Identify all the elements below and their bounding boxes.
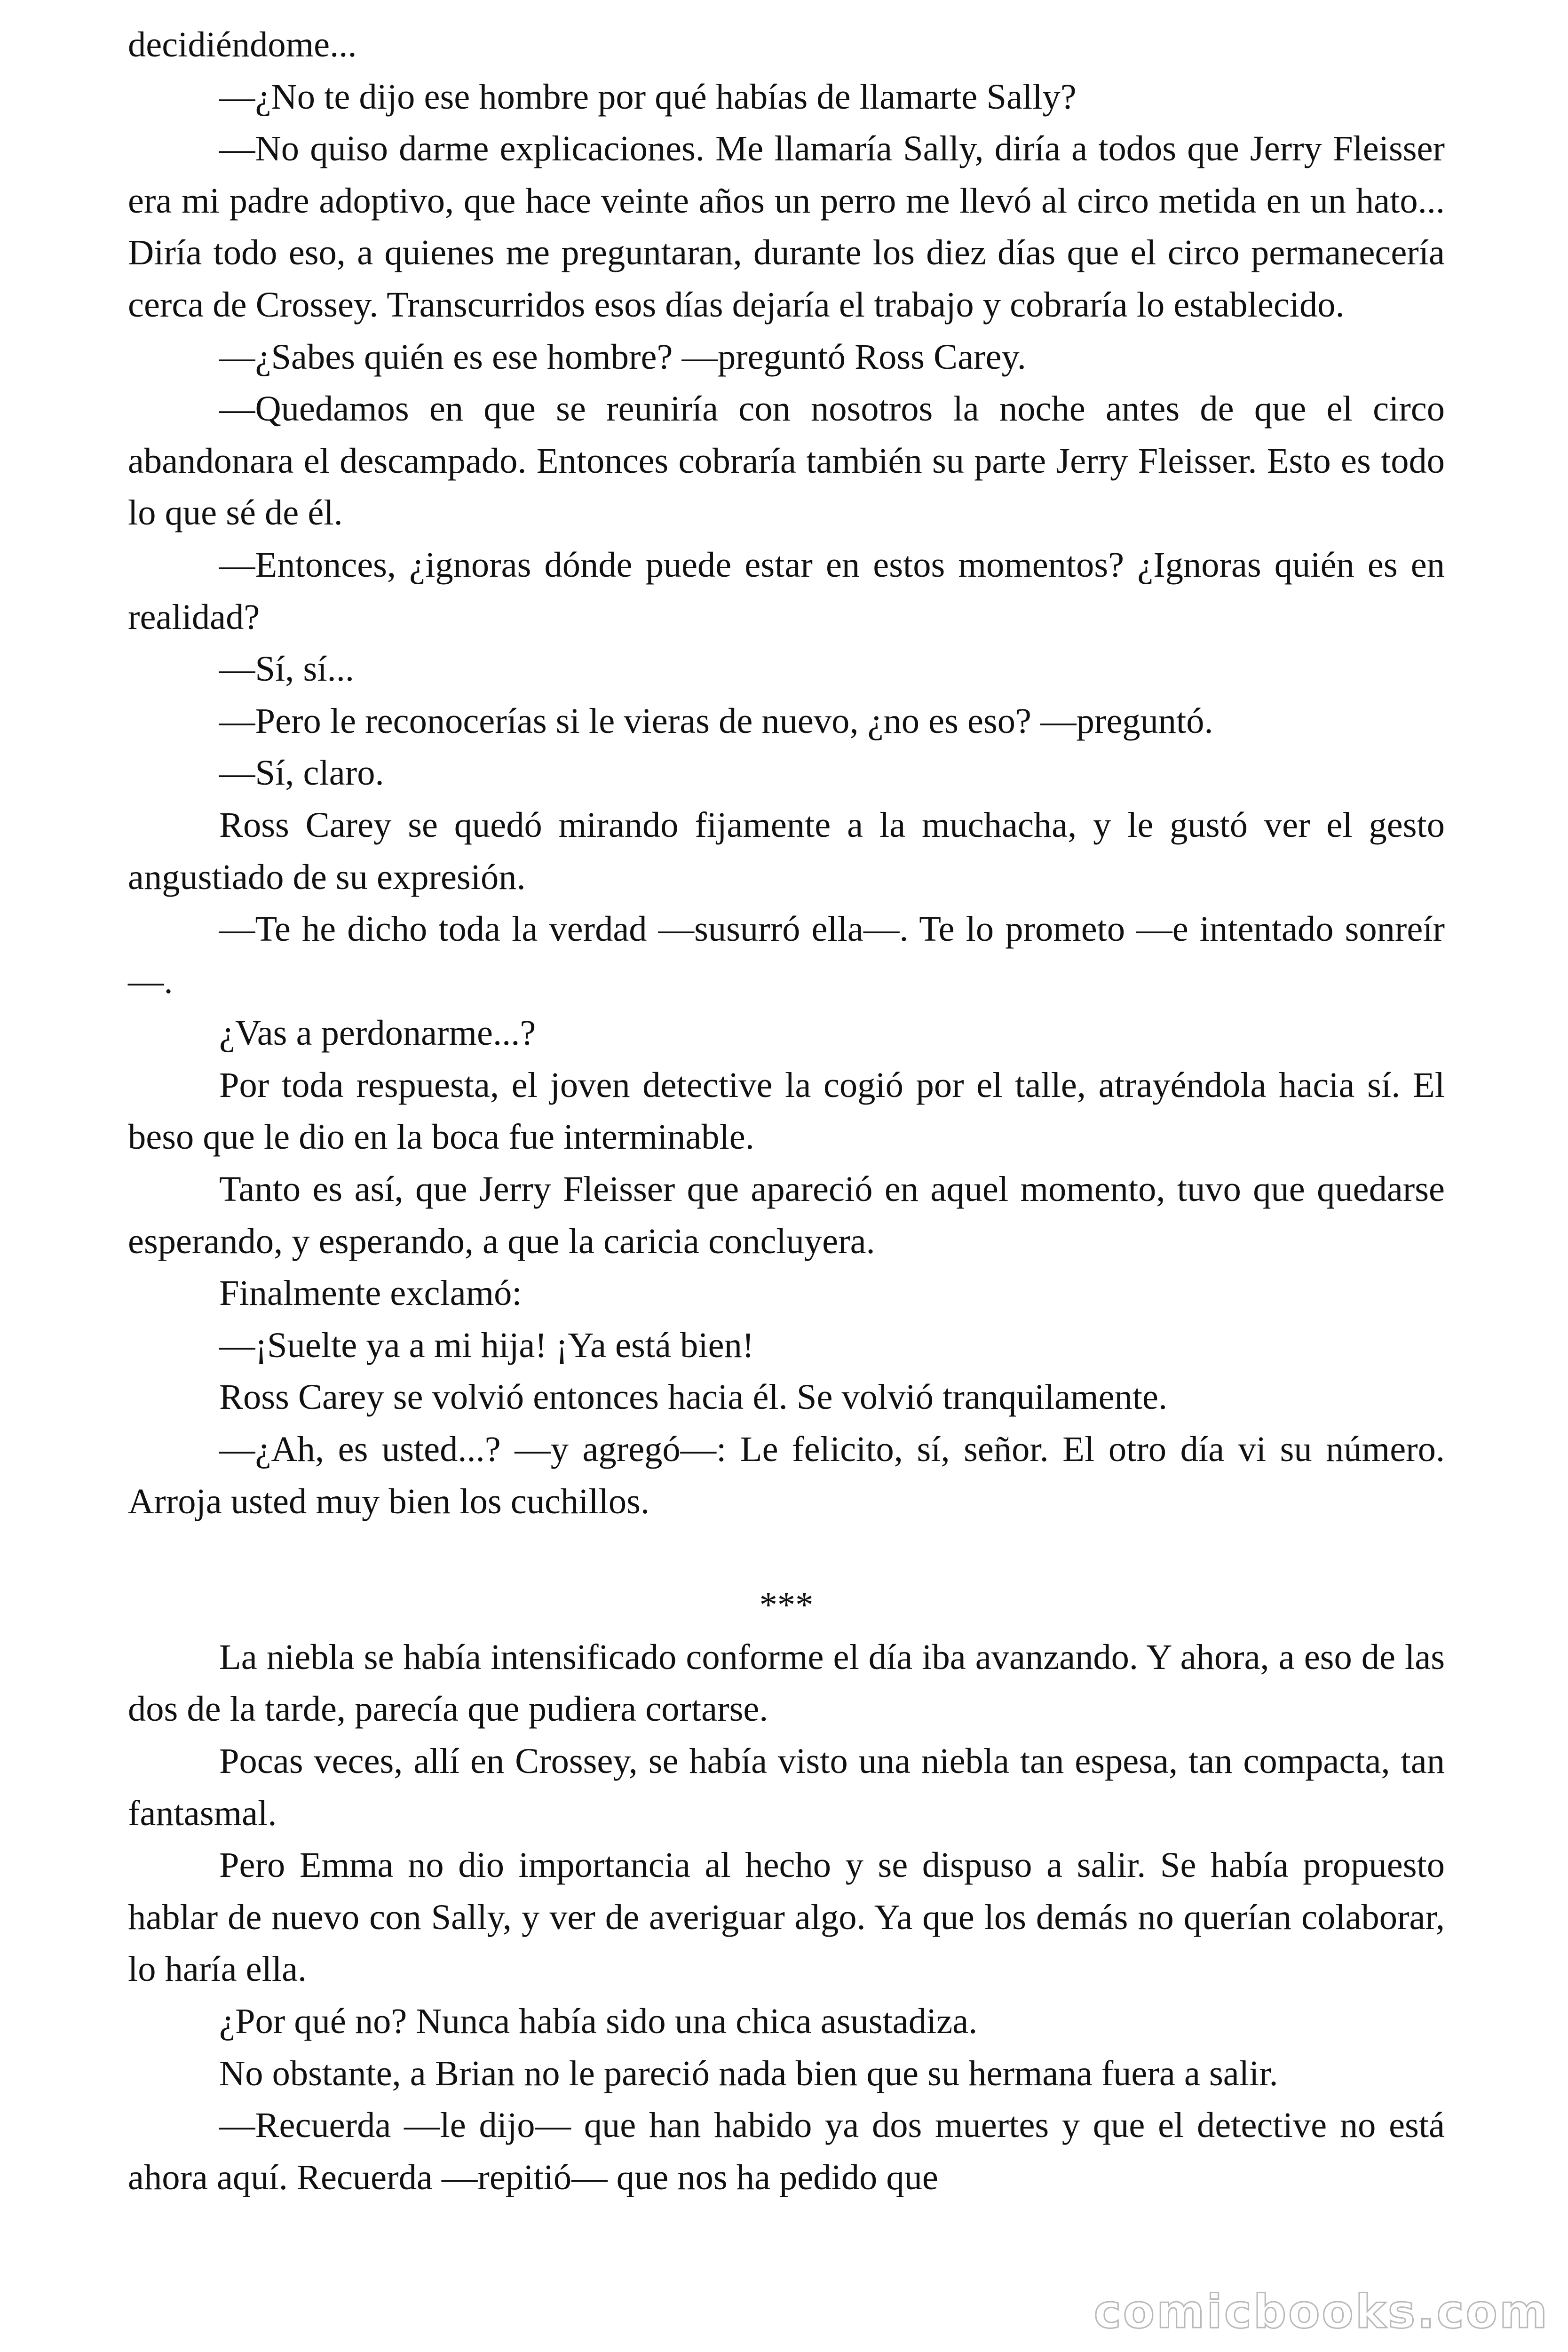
text-block-before-break	[128, 19, 1445, 1527]
paragraph: Pero Emma no dio importancia al hecho y se dispuso a salir. Se había propuesto hablar de nuevo con Sally, y ver de averiguar algo. Ya que los demás no querían colaborar, lo haría ella.	[128, 1845, 1445, 1989]
paragraph: —Sí, claro.	[219, 753, 384, 793]
paragraph: ¿Vas a perdonarme...?	[219, 1013, 536, 1053]
paragraph: Pocas veces, allí en Crossey, se había visto una niebla tan espesa, tan compacta, tan fantasmal.	[128, 1741, 1445, 1833]
paragraph: —Te he dicho toda la verdad —susurró ella—. Te lo prometo —e intentado sonreír—.	[128, 909, 1445, 1001]
paragraph: Por toda respuesta, el joven detective la cogió por el talle, atrayéndola hacia sí. El beso que le dio en la boca fue interminable.	[128, 1065, 1445, 1157]
paragraph: —Sí, sí...	[219, 649, 354, 689]
paragraph: —Recuerda —le dijo— que han habido ya dos muertes y que el detective no está ahora aquí. Recuerda —repitió— que nos ha pedido que	[128, 2105, 1445, 2197]
section-break: ***	[759, 1585, 814, 1625]
paragraph: No obstante, a Brian no le pareció nada bien que su hermana fuera a salir.	[219, 2053, 1278, 2093]
paragraph: —¡Suelte ya a mi hija! ¡Ya está bien!	[219, 1325, 754, 1365]
paragraph: Tanto es así, que Jerry Fleisser que apareció en aquel momento, tuvo que quedarse esperando, y esperando, a que la caricia concluyera.	[128, 1169, 1445, 1261]
paragraph: Ross Carey se quedó mirando fijamente a la muchacha, y le gustó ver el gesto angustiado de su expresión.	[128, 804, 1445, 897]
paragraph: —No quiso darme explicaciones. Me llamaría Sally, diría a todos que Jerry Fleisser era mi padre adoptivo, que hace veinte años un perro me llevó al circo metida en un hato... Diría todo eso, a quienes me preguntaran, durante los diez días que el circo permanecería cerca de Crossey. Transcurridos esos días dejaría el trabajo y cobraría lo establecido.	[128, 128, 1445, 325]
text-block-after-break	[128, 1631, 1445, 2204]
watermark: comicbooks.com	[1093, 2285, 1549, 2339]
paragraph: decidiéndome...	[128, 24, 357, 64]
paragraph: —Entonces, ¿ignoras dónde puede estar en estos momentos? ¿Ignoras quién es en realidad?	[128, 544, 1445, 637]
paragraph: Finalmente exclamó:	[219, 1273, 522, 1313]
paragraph: —Quedamos en que se reuniría con nosotros la noche antes de que el circo abandonara el descampado. Entonces cobraría también su parte Jerry Fleisser. Esto es todo lo que sé de él.	[128, 389, 1445, 533]
paragraph: —¿Sabes quién es ese hombre? —preguntó Ross Carey.	[219, 336, 1026, 377]
paragraph: Ross Carey se volvió entonces hacia él. Se volvió tranquilamente.	[219, 1377, 1168, 1417]
book-page-text	[128, 19, 1445, 2203]
paragraph: —¿No te dijo ese hombre por qué habías de llamarte Sally?	[219, 76, 1077, 117]
paragraph: ¿Por qué no? Nunca había sido una chica asustadiza.	[219, 2001, 978, 2041]
paragraph: —¿Ah, es usted...? —y agregó—: Le felicito, sí, señor. El otro día vi su número. Arroja usted muy bien los cuchillos.	[128, 1429, 1445, 1521]
paragraph: —Pero le reconocerías si le vieras de nuevo, ¿no es eso? —preguntó.	[219, 700, 1213, 741]
paragraph: La niebla se había intensificado conforme el día iba avanzando. Y ahora, a eso de las dos de la tarde, parecía que pudiera cortarse.	[128, 1637, 1445, 1729]
